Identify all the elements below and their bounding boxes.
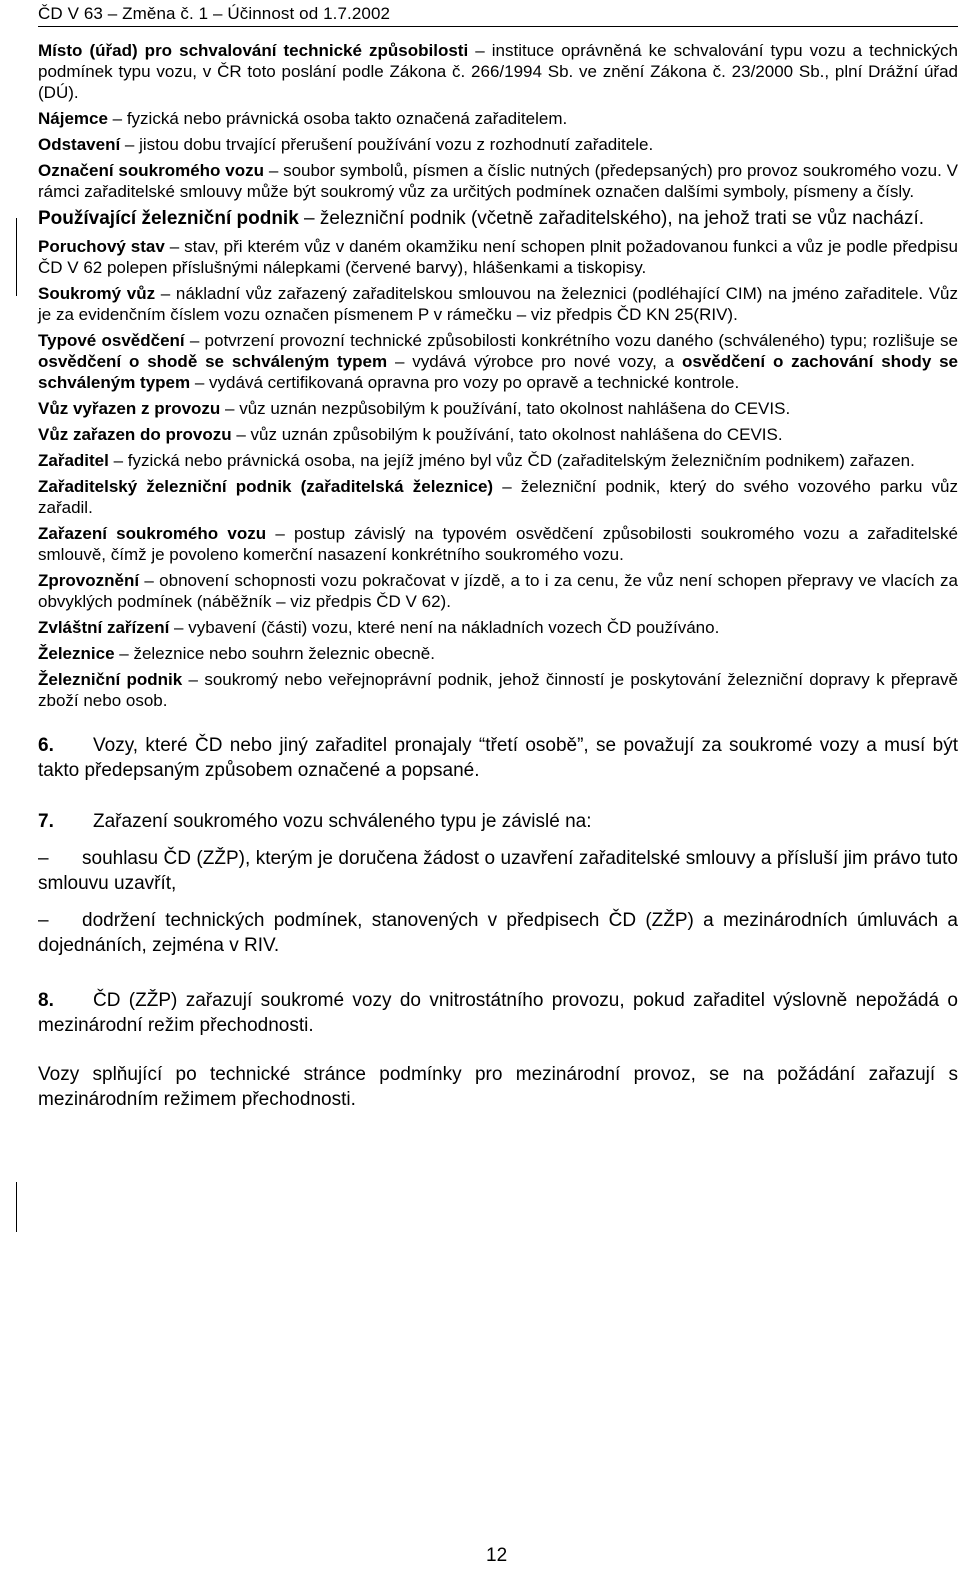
list-item: [38, 908, 958, 958]
definition-item: [38, 207, 958, 231]
revision-bar: [16, 1182, 17, 1232]
definition-text: – železniční podnik, který do svého vozového parku vůz zařadil.: [38, 477, 958, 517]
section-text: ČD (ZŽP) zařazují soukromé vozy do vnitrostátního provozu, pokud zařaditel výslovně nepožádá o mezinárodní režim přechodnosti.: [38, 990, 958, 1036]
definition-text: – železnice nebo souhrn železnic obecně.: [114, 644, 435, 663]
definition-text: – vybavení (části) vozu, které není na nákladních vozech ČD používáno.: [169, 618, 720, 637]
definition-term: Zařaditelský železniční podnik (zařaditelská železnice): [38, 477, 494, 496]
definition-term: Odstavení: [38, 135, 121, 154]
dash-bullet: –: [38, 848, 49, 869]
definition-text: – železniční podnik (včetně zařaditelského), na jehož trati se vůz nachází.: [298, 208, 925, 229]
definition-text: – stav, při kterém vůz v daném okamžiku není schopen plnit požadovanou funkci a vůz je podle předpisu ČD V 62 polepen příslušnými nálepkami (červené barvy), hlášenkami a tiskopisy.: [38, 237, 959, 277]
document-body: [38, 40, 958, 1112]
dash-bullet: –: [38, 910, 49, 931]
definition-text: – vydává výrobce pro nové vozy, a: [387, 352, 682, 371]
definition-item: [38, 424, 958, 445]
definition-text: – soubor symbolů, písmen a číslic nutných (předepsaných) pro provoz soukromého vozu. V rámci zařaditelské smlouvy může být soukromý vůz za určitých podmínek označen dalšími symboly, písmeny a čísly.: [38, 161, 958, 201]
definition-term: Poruchový stav: [38, 237, 165, 256]
definition-item: [38, 476, 958, 518]
definition-term: Označení soukromého vozu: [38, 161, 264, 180]
definition-item: [38, 236, 958, 278]
definition-item: [38, 398, 958, 419]
definition-subterm: osvědčení o shodě se schváleným typem: [38, 352, 388, 371]
definition-term: Zařaditel: [38, 451, 109, 470]
definition-item: [38, 40, 958, 103]
definition-item: [38, 523, 958, 565]
definition-term: Typové osvědčení: [38, 331, 185, 350]
definition-term: Vůz zařazen do provozu: [38, 425, 232, 444]
section-number: 8.: [38, 990, 54, 1011]
document-header: ČD V 63 – Změna č. 1 – Účinnost od 1.7.2002: [38, 4, 391, 23]
definition-term: Soukromý vůz: [38, 284, 156, 303]
definition-item: [38, 669, 958, 711]
definition-term: Železniční podnik: [38, 670, 183, 689]
definition-item: [38, 617, 958, 638]
definition-text: – soukromý nebo veřejnoprávní podnik, jehož činností je poskytování železniční dopravy k přepravě zboží nebo osob.: [38, 670, 959, 710]
definition-term: Zprovoznění: [38, 571, 140, 590]
section-number: 7.: [38, 811, 54, 832]
definition-text: – postup závislý na typovém osvědčení způsobilosti soukromého vozu a zařaditelské smlouvě, čímž je povoleno komerční nasazení konkrétního soukromého vozu.: [38, 524, 958, 564]
definition-text: – fyzická nebo právnická osoba, na jejíž jméno byl vůz ČD (zařaditelským železničním podnikem) zařazen.: [108, 451, 915, 470]
definition-item: [38, 330, 958, 393]
page-number: 12: [486, 1545, 508, 1566]
section-text: Zařazení soukromého vozu schváleného typu je závislé na:: [93, 811, 592, 832]
section-6: [38, 733, 958, 783]
list-item-text: souhlasu ČD (ZŽP), kterým je doručena žádost o uzavření zařaditelské smlouvy a přísluší jim právo tuto smlouvu uzavřít,: [38, 848, 958, 894]
definition-item: [38, 283, 958, 325]
section-8-continuation: Vozy splňující po technické stránce podmínky pro mezinárodní provoz, se na požádání zařazují s mezinárodním režimem přechodnosti.: [38, 1064, 958, 1110]
definition-text: – vůz uznán způsobilým k používání, tato okolnost nahlášena do CEVIS.: [231, 425, 783, 444]
definition-term: Používající železniční podnik: [38, 208, 299, 229]
definition-item: [38, 108, 958, 129]
definition-term: Železnice: [38, 644, 115, 663]
definition-item: [38, 450, 958, 471]
definition-term: Místo (úřad) pro schvalování technické způsobilosti: [38, 41, 469, 60]
definition-text: – fyzická nebo právnická osoba takto označená zařaditelem.: [107, 109, 568, 128]
header-divider: [38, 26, 958, 27]
definition-text: – nákladní vůz zařazený zařaditelskou smlouvou na železnici (podléhající CIM) na jméno zařaditele. Vůz je za evidenčním číslem vozu označen písmenem P v rámečku – viz předpis ČD KN 25(RIV).: [38, 284, 958, 324]
definition-term: Vůz vyřazen z provozu: [38, 399, 221, 418]
section-8: [38, 988, 958, 1038]
definition-text: – obnovení schopnosti vozu pokračovat v jízdě, a to i za cenu, že vůz není schopen přepravy ve vlacích za obvyklých podmínek (náběžník – viz předpis ČD V 62).: [38, 571, 958, 611]
definition-text: – vydává certifikovaná opravna pro vozy po opravě a technické kontrole.: [190, 373, 740, 392]
list-item: [38, 846, 958, 896]
section-text: Vozy, které ČD nebo jiný zařaditel pronajaly “třetí osobě”, se považují za soukromé vozy a musí být takto předepsaným způsobem označené a popsané.: [38, 735, 958, 781]
definition-text: – instituce oprávněná ke schvalování typu vozu a technických podmínek typu vozu, v ČR toto poslání podle Zákona č. 266/1994 Sb. ve znění Zákona č. 23/2000 Sb., plní Drážní úřad (DÚ).: [38, 41, 958, 102]
definition-item: [38, 134, 958, 155]
section-7: [38, 809, 958, 834]
revision-bar: [16, 218, 17, 296]
definition-item: [38, 160, 958, 202]
list-item-text: dodržení technických podmínek, stanovených v předpisech ČD (ZŽP) a mezinárodních úmluvách a dojednáních, zejména v RIV.: [38, 910, 958, 956]
definition-term: Nájemce: [38, 109, 108, 128]
definition-text: – vůz uznán nezpůsobilým k používání, tato okolnost nahlášena do CEVIS.: [220, 399, 791, 418]
definition-item: [38, 643, 958, 664]
definition-subterm: osvědčení o zachování shody se schváleným typem: [38, 352, 959, 392]
definition-text: – potvrzení provozní technické způsobilosti konkrétního vozu daného (schváleného) typu; rozlišuje se: [184, 331, 958, 350]
definition-item: [38, 570, 958, 612]
definition-term: Zvláštní zařízení: [38, 618, 170, 637]
section-number: 6.: [38, 735, 54, 756]
definition-text: – jistou dobu trvající přerušení používání vozu z rozhodnutí zařaditele.: [120, 135, 654, 154]
definition-term: Zařazení soukromého vozu: [38, 524, 267, 543]
